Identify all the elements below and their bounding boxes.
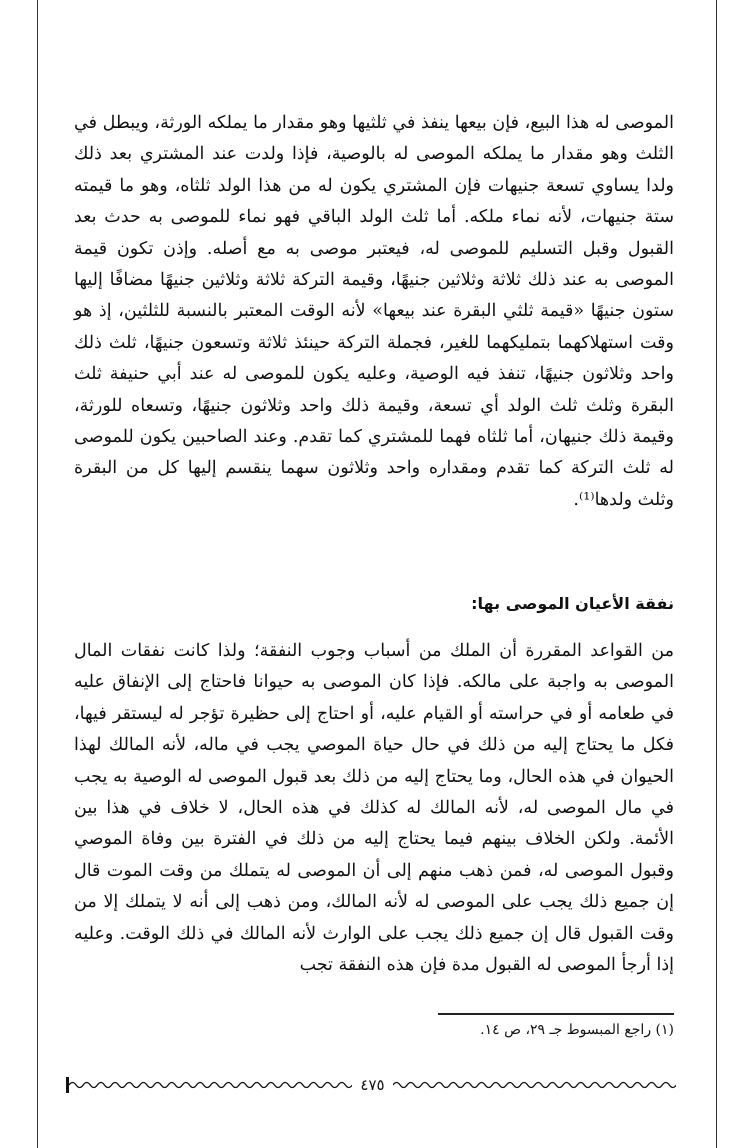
- page-border-right: [716, 0, 717, 1148]
- page-number: ٤٧٥: [360, 1076, 385, 1094]
- paragraph-text: من القواعد المقررة أن الملك من أسباب وجوب النفقة؛ ولذا كانت نفقات المال الموصى به واجبة على مالكه. فإذا كان الموصى به حيوانا فاحتاج إلى الإنفاق عليه في طعامه أو في حراسته أو القيام عليه، أو احتاج إلى حظيرة تؤجر له ليستقر فيها، فكل ما يحتاج إليه من ذلك في حال حياة الموصي يجب في ماله، لأنه المالك لهذا الحيوان في هذه الحال، وما يحتاج إليه من ذلك بعد قبول الموصى له الوصية به يجب في مال الموصى له، لأنه المالك له كذلك في هذه الحال، لا خلاف في هذا بين الأئمة. ولكن الخلاف بينهم فيما يحتاج إليه من ذلك في الفترة بين وفاة الموصي وقبول الموصى له، فمن ذهب منهم إلى أن الموصى له يتملك من وقت الموت قال إن جميع ذلك يجب على الموصى له لأنه المالك، ومن ذهب إلى أنه لا يتملك إلا من وقت القبول قال إن جميع ذلك يجب على الوارث لأنه المالك في ذلك الوقت. وعليه إذا أرجأ الموصى له القبول مدة فإن هذه النفقة تجب: [74, 641, 674, 976]
- page-footer: [66, 1070, 676, 1100]
- footnote-separator: [438, 1013, 674, 1015]
- body-paragraph-1: [74, 108, 674, 516]
- body-paragraph-2: [74, 636, 674, 981]
- footnote: (١) راجع المبسوط جـ ٢٩، ص ١٤.: [480, 1022, 674, 1038]
- footer-ornament-right: [393, 1080, 676, 1090]
- page-border-left: [37, 0, 38, 1148]
- section-heading: نفقة الأعيان الموصى بها:: [471, 594, 674, 613]
- footer-ornament-left: [69, 1080, 352, 1090]
- paragraph-text: الموصى له هذا البيع، فإن بيعها ينفذ في ثلثيها وهو مقدار ما يملكه الورثة، ويبطل في الثلث وهو مقدار ما يملكه الموصى له بالوصية، فإذا ولدت عند المشتري بعد ذلك ولدا يساوي تسعة جنيهات فإن المشتري يكون له من هذا الولد ثلثاه، وهو ما قيمته ستة جنيهات، لأنه نماء ملكه. أما ثلث الولد الباقي فهو نماء للموصى به حدث بعد القبول وقبل التسليم للموصى له، فيعتبر موصى به مع أصله. وإذن تكون قيمة الموصى به عند ذلك ثلاثة وثلاثين جنيهًا، وقيمة التركة ثلاثة وثلاثين جنيهًا مضافًا إليها ستون جنيهًا «قيمة ثلثي البقرة عند بيعها» لأنه الوقت المعتبر بالنسبة للثلثين، إذ هو وقت استهلاكهما بتمليكهما للغير، فجملة التركة حينئذ ثلاثة وتسعون جنيهًا، ثلث ذلك واحد وثلاثون جنيهًا، تنفذ فيه الوصية، وعليه يكون للموصى له عند أبي حنيفة ثلث البقرة وثلث ثلث الولد أي تسعة، وقيمة ذلك واحد وثلاثون جنيهًا، وتسعاه للورثة، وقيمة ذلك جنيهان، أما ثلثاه فهما للمشتري كما تقدم. وعند الصاحبين يكون للموصى له ثلث التركة كما تقدم ومقداره واحد وثلاثون سهما ينقسم إليها كل من البقرة وثلث ولدها⁽¹⁾.: [74, 113, 674, 510]
